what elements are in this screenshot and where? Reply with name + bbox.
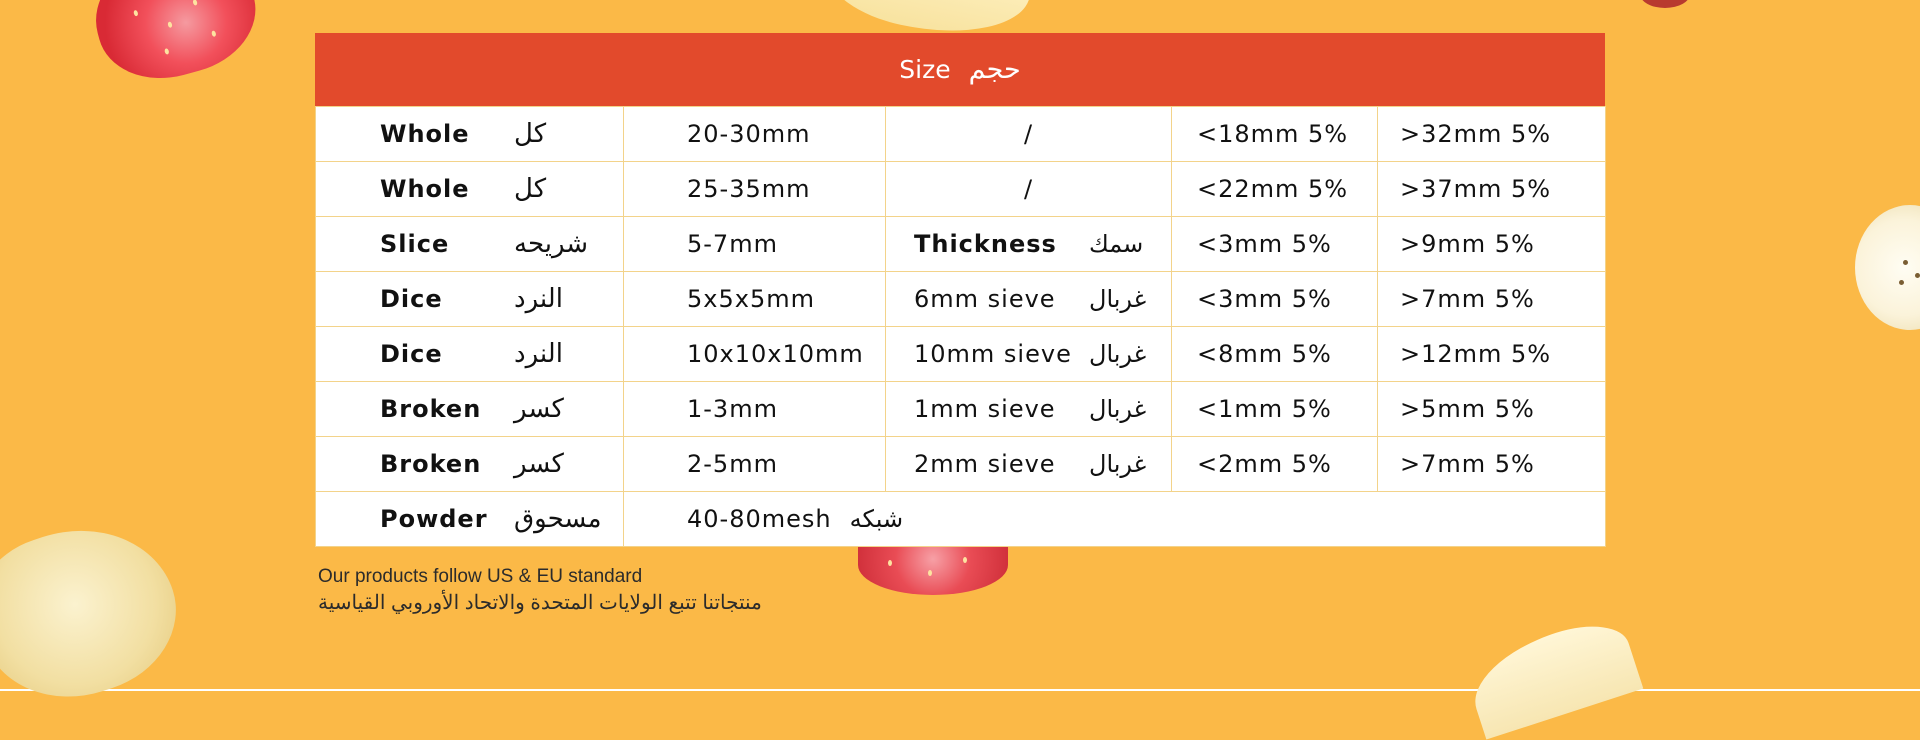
method-label-en: Thickness <box>914 230 1057 258</box>
oversize-tolerance-cell <box>1378 107 1606 162</box>
undersize-tolerance: <3mm 5% <box>1197 230 1332 258</box>
apple-chip-image <box>1462 612 1644 739</box>
method-label-en: 2mm sieve <box>914 450 1056 478</box>
strawberry-piece-image <box>1640 0 1690 8</box>
oversize-tolerance: >37mm 5% <box>1400 175 1552 203</box>
method-cell <box>886 107 1172 162</box>
mesh-range-cell <box>624 492 1606 547</box>
product-name-ar: النرد <box>514 284 563 314</box>
table-header <box>315 33 1605 106</box>
undersize-tolerance: <1mm 5% <box>1197 395 1332 423</box>
undersize-tolerance: <8mm 5% <box>1197 340 1332 368</box>
undersize-tolerance: <3mm 5% <box>1197 285 1332 313</box>
standards-note <box>318 566 762 618</box>
oversize-tolerance-cell <box>1378 437 1606 492</box>
product-name-en: Slice <box>380 230 450 258</box>
standards-note-ar: منتجاتنا تتبع الولايات المتحدة والاتحاد الأوروبي القياسية <box>318 592 762 614</box>
banana-slice-image <box>1855 205 1920 330</box>
undersize-tolerance-cell <box>1172 162 1378 217</box>
product-name-ar: كسر <box>514 394 564 424</box>
oversize-tolerance-cell <box>1378 272 1606 327</box>
table-row <box>316 327 1606 382</box>
size-range-cell <box>624 272 886 327</box>
table-row <box>316 272 1606 327</box>
size-range: 10x10x10mm <box>687 340 864 368</box>
oversize-tolerance: >12mm 5% <box>1400 340 1552 368</box>
method-cell <box>886 217 1172 272</box>
product-name-ar: كل <box>514 174 547 204</box>
method-cell <box>886 162 1172 217</box>
size-table <box>315 33 1605 547</box>
undersize-tolerance: <22mm 5% <box>1197 175 1349 203</box>
undersize-tolerance-cell <box>1172 107 1378 162</box>
method-cell <box>886 437 1172 492</box>
table-row <box>316 217 1606 272</box>
product-name-en: Whole <box>380 175 470 203</box>
size-range: 20-30mm <box>687 120 811 148</box>
size-range: 5-7mm <box>687 230 778 258</box>
size-range: 2-5mm <box>687 450 778 478</box>
undersize-tolerance-cell <box>1172 272 1378 327</box>
undersize-tolerance-cell <box>1172 382 1378 437</box>
product-name-ar: النرد <box>514 339 563 369</box>
method-cell <box>886 272 1172 327</box>
oversize-tolerance: >5mm 5% <box>1400 395 1535 423</box>
product-name-cell <box>316 272 624 327</box>
method-label: / <box>1023 120 1034 148</box>
size-range: 1-3mm <box>687 395 778 423</box>
undersize-tolerance: <18mm 5% <box>1197 120 1349 148</box>
product-name-cell <box>316 217 624 272</box>
size-grid <box>315 106 1606 547</box>
size-range-cell <box>624 382 886 437</box>
product-name-cell <box>316 437 624 492</box>
product-name-cell <box>316 382 624 437</box>
product-name-en: Broken <box>380 450 482 478</box>
table-row <box>316 437 1606 492</box>
method-label-ar: غربال <box>1089 395 1147 423</box>
product-name-en: Broken <box>380 395 482 423</box>
undersize-tolerance-cell <box>1172 327 1378 382</box>
table-row <box>316 492 1606 547</box>
method-label: / <box>1023 175 1034 203</box>
table-row <box>316 162 1606 217</box>
table-row <box>316 107 1606 162</box>
method-label-ar: غربال <box>1089 450 1147 478</box>
product-name-cell <box>316 107 624 162</box>
method-label-ar: غربال <box>1089 285 1147 313</box>
mesh-range: 40-80mesh <box>687 505 832 533</box>
header-title-en: Size <box>899 55 951 84</box>
oversize-tolerance: >32mm 5% <box>1400 120 1552 148</box>
method-label-en: 10mm sieve <box>914 340 1072 368</box>
oversize-tolerance-cell <box>1378 162 1606 217</box>
strawberry-slice-image <box>82 0 269 94</box>
product-name-en: Dice <box>380 340 443 368</box>
size-range-cell <box>624 217 886 272</box>
product-name-cell <box>316 162 624 217</box>
product-name-cell <box>316 492 624 547</box>
size-range-cell <box>624 327 886 382</box>
size-range-cell <box>624 437 886 492</box>
mesh-range-ar: شبكه <box>849 505 904 533</box>
method-label-en: 1mm sieve <box>914 395 1056 423</box>
product-name-ar: كل <box>514 119 547 149</box>
header-title-ar: حجم <box>968 54 1021 85</box>
undersize-tolerance-cell <box>1172 437 1378 492</box>
oversize-tolerance: >7mm 5% <box>1400 285 1535 313</box>
oversize-tolerance: >9mm 5% <box>1400 230 1535 258</box>
standards-note-en: Our products follow US & EU standard <box>318 566 643 587</box>
size-range-cell <box>624 107 886 162</box>
oversize-tolerance-cell <box>1378 217 1606 272</box>
oversize-tolerance-cell <box>1378 327 1606 382</box>
product-name-cell <box>316 327 624 382</box>
method-cell <box>886 327 1172 382</box>
product-name-ar: مسحوق <box>514 504 602 534</box>
table-row <box>316 382 1606 437</box>
product-name-en: Whole <box>380 120 470 148</box>
undersize-tolerance: <2mm 5% <box>1197 450 1332 478</box>
size-range: 25-35mm <box>687 175 811 203</box>
product-name-ar: كسر <box>514 449 564 479</box>
product-name-ar: شريحه <box>514 229 589 259</box>
size-range-cell <box>624 162 886 217</box>
undersize-tolerance-cell <box>1172 217 1378 272</box>
method-cell <box>886 382 1172 437</box>
size-range: 5x5x5mm <box>687 285 815 313</box>
method-label-ar: غربال <box>1089 340 1147 368</box>
oversize-tolerance-cell <box>1378 382 1606 437</box>
oversize-tolerance: >7mm 5% <box>1400 450 1535 478</box>
method-label-ar: سمك <box>1089 230 1144 258</box>
product-name-en: Powder <box>380 505 488 533</box>
product-name-en: Dice <box>380 285 443 313</box>
method-label-en: 6mm sieve <box>914 285 1056 313</box>
